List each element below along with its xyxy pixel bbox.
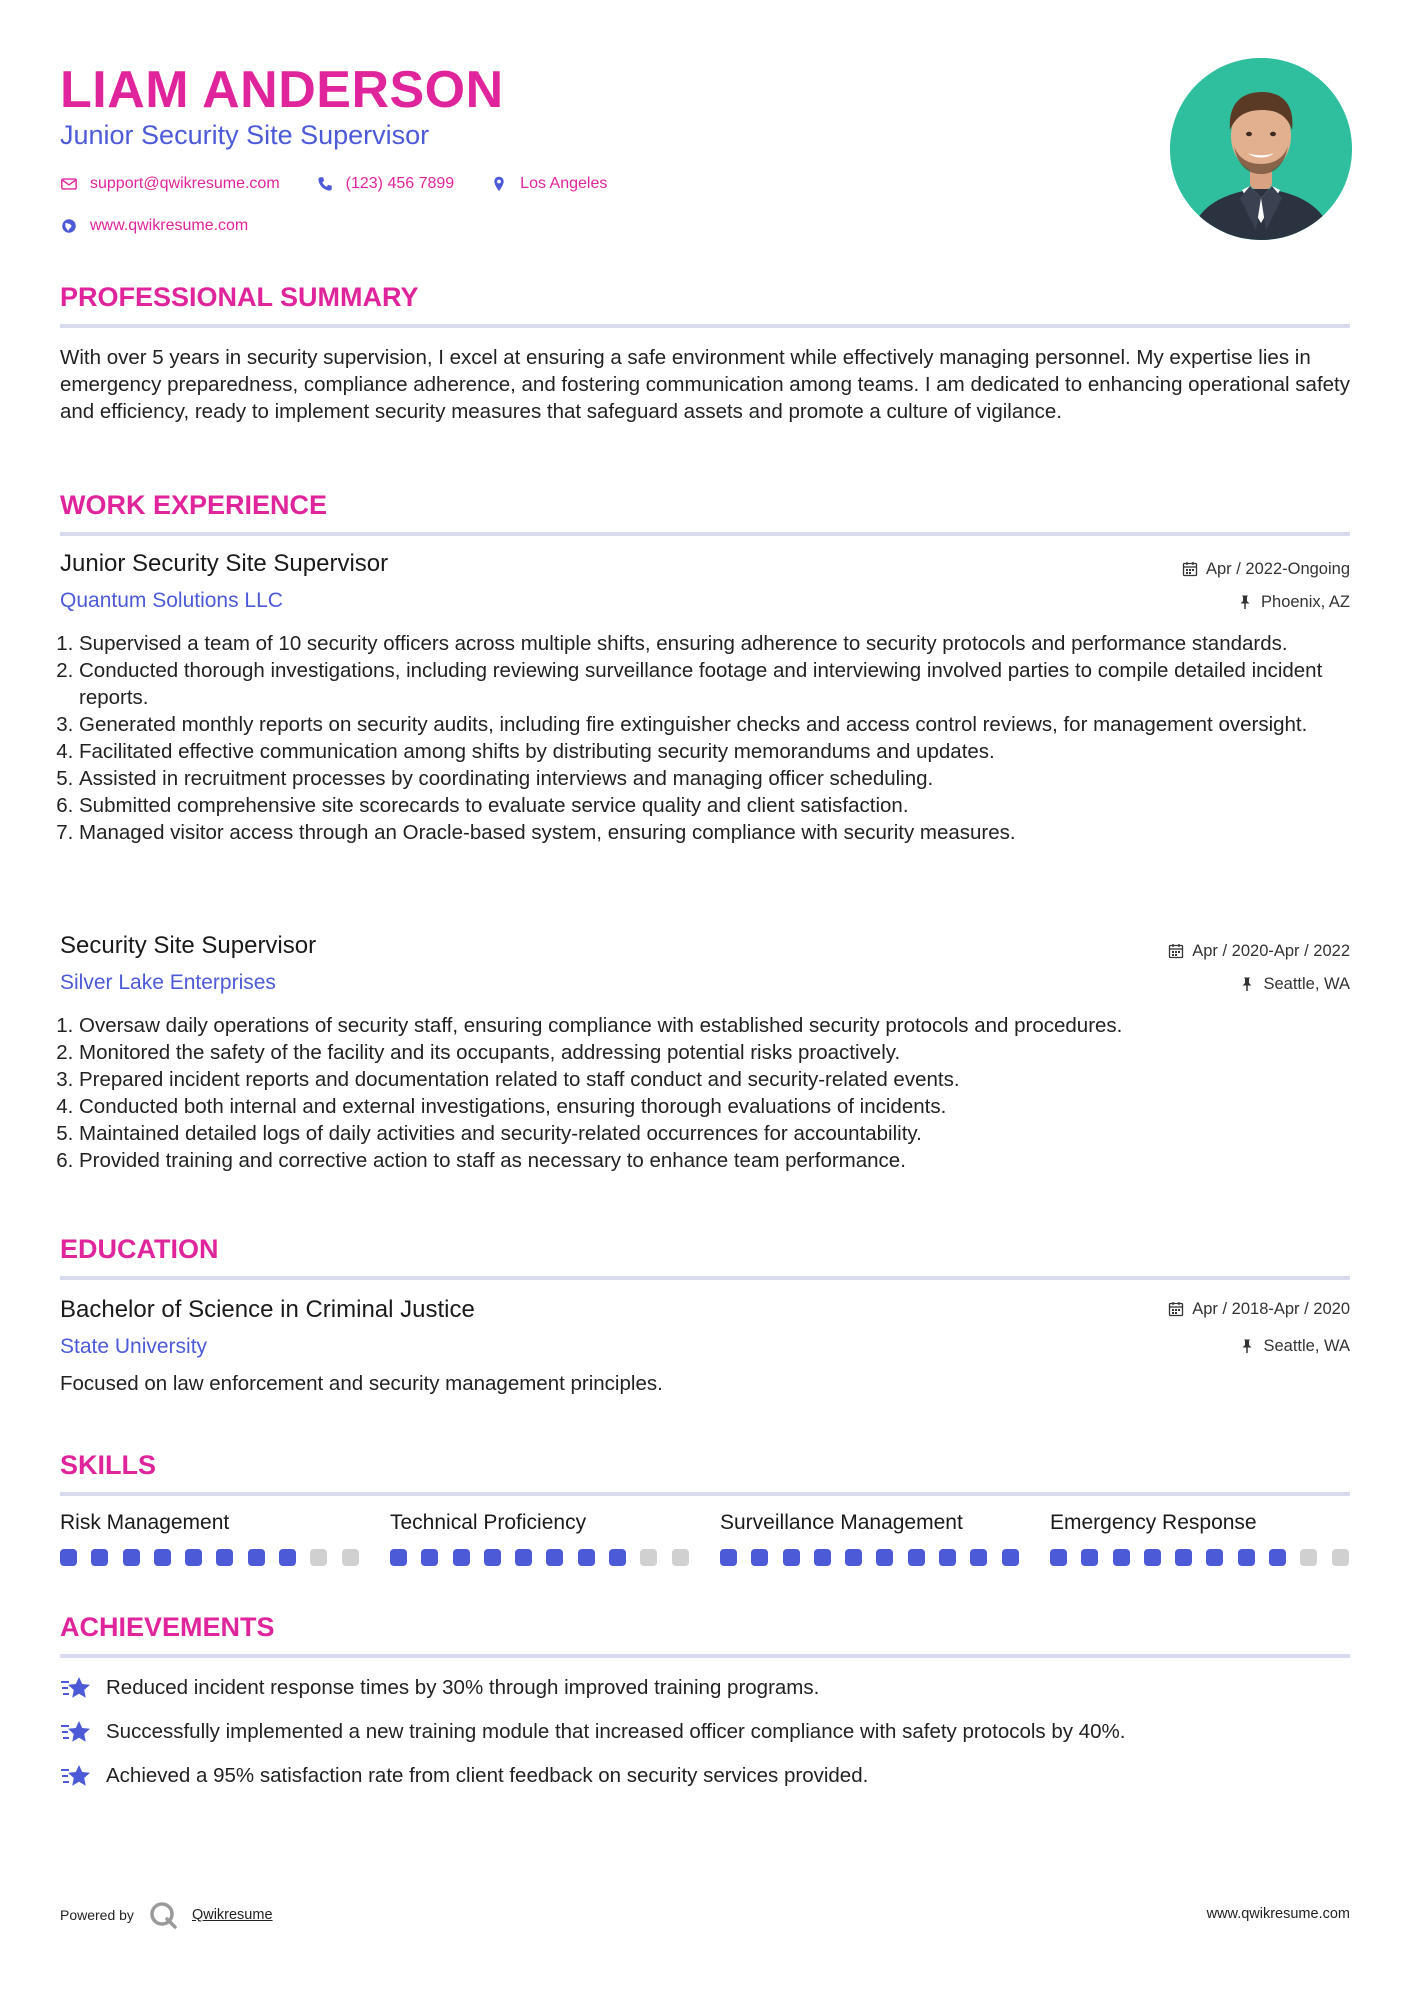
calendar-icon	[1168, 943, 1184, 959]
company-name: Silver Lake Enterprises	[60, 971, 276, 994]
skill-name: Risk Management	[60, 1511, 230, 1534]
list-item: 4. Conducted both internal and external investigations, ensuring thorough evaluations of incidents.	[79, 1093, 1369, 1120]
skill-name: Surveillance Management	[720, 1511, 963, 1534]
powered-by-label: Powered by	[60, 1907, 134, 1923]
achievement-item	[60, 1718, 1125, 1745]
skill-dot-filled	[1050, 1549, 1067, 1566]
job-bullets	[60, 1012, 1369, 1174]
skill-dot-filled	[515, 1549, 532, 1566]
skill-dot-filled	[60, 1549, 77, 1566]
skill-dot-empty	[1332, 1549, 1349, 1566]
star-icon	[60, 1675, 92, 1701]
skill-dot-filled	[1206, 1549, 1223, 1566]
brand-link[interactable]: Qwikresume	[191, 1907, 273, 1923]
job-date-text: Apr / 2020-Apr / 2022	[1192, 942, 1350, 960]
summary-text: With over 5 years in security supervision, I excel at ensuring a safe environment while effectively managing personnel. My expertise lies in emergency preparedness, compliance adherence, and fostering communication among teams. I am dedicated to enhancing operational safety and efficiency, ready to implement security measures that safeguard assets and promote a culture of vigilance.	[60, 346, 1350, 423]
contact-website[interactable]	[60, 215, 248, 237]
skill-dot-filled	[908, 1549, 925, 1566]
list-item: 5. Assisted in recruitment processes by coordinating interviews and managing officer scheduling.	[79, 765, 1369, 792]
skill-dot-filled	[279, 1549, 296, 1566]
achievement-text: Reduced incident response times by 30% through improved training programs.	[106, 1676, 820, 1699]
pushpin-icon	[1237, 594, 1253, 610]
pushpin-icon	[1239, 976, 1255, 992]
degree-title: Bachelor of Science in Criminal Justice	[60, 1296, 475, 1323]
skill-dot-filled	[216, 1549, 233, 1566]
job-date	[1168, 940, 1350, 962]
list-item: 3. Prepared incident reports and documentation related to staff conduct and security-related events.	[79, 1066, 1369, 1093]
list-item: 1. Oversaw daily operations of security staff, ensuring compliance with established security protocols and procedures.	[79, 1012, 1369, 1039]
company-name: Quantum Solutions LLC	[60, 589, 283, 612]
skill-dot-filled	[751, 1549, 768, 1566]
section-title-skills: SKILLS	[60, 1448, 1350, 1496]
skill-item	[1050, 1509, 1350, 1566]
education-description: Focused on law enforcement and security management principles.	[60, 1372, 663, 1395]
skill-dot-filled	[845, 1549, 862, 1566]
skill-dot-filled	[484, 1549, 501, 1566]
skill-dot-filled	[453, 1549, 470, 1566]
skill-dot-empty	[1300, 1549, 1317, 1566]
profile-photo	[1170, 58, 1352, 240]
skill-dot-filled	[814, 1549, 831, 1566]
list-item: 4. Facilitated effective communication among shifts by distributing security memorandums and updates.	[79, 738, 1369, 765]
skill-dot-filled	[1238, 1549, 1255, 1566]
list-item: 2. Conducted thorough investigations, including reviewing surveillance footage and interviewing involved parties to compile detailed incident reports.	[79, 657, 1369, 711]
job-location-text: Seattle, WA	[1263, 975, 1350, 993]
skill-dot-filled	[421, 1549, 438, 1566]
skill-dot-empty	[640, 1549, 657, 1566]
education-location	[1239, 1335, 1350, 1357]
contact-email[interactable]	[60, 173, 280, 195]
skill-dot-filled	[91, 1549, 108, 1566]
skill-name: Emergency Response	[1050, 1511, 1257, 1534]
footer-website[interactable]: www.qwikresume.com	[1206, 1906, 1350, 1922]
job-date	[1182, 558, 1350, 580]
contact-phone[interactable]	[316, 173, 455, 195]
qwikresume-logo-icon	[148, 1900, 178, 1930]
location-text: Los Angeles	[520, 175, 608, 192]
section-title-achievements: ACHIEVEMENTS	[60, 1610, 1350, 1658]
achievement-text: Successfully implemented a new training module that increased officer compliance with safety protocols by 40%.	[106, 1720, 1126, 1743]
candidate-role: Junior Security Site Supervisor	[60, 120, 430, 150]
phone-icon	[316, 175, 334, 193]
skill-dot-filled	[1269, 1549, 1286, 1566]
job-date-text: Apr / 2022-Ongoing	[1205, 560, 1350, 578]
contact-row-website	[60, 215, 270, 237]
education-date	[1168, 1298, 1350, 1320]
website-text: www.qwikresume.com	[90, 217, 249, 234]
job-location	[1239, 973, 1350, 995]
job-bullets	[60, 630, 1369, 846]
list-item: 1. Supervised a team of 10 security officers across multiple shifts, ensuring adherence to security protocols and performance standards.	[79, 630, 1369, 657]
section-title-education: EDUCATION	[60, 1232, 1350, 1280]
phone-text: (123) 456 7899	[345, 175, 455, 192]
skill-dot-filled	[876, 1549, 893, 1566]
skill-level	[720, 1549, 1020, 1566]
contact-location	[490, 173, 607, 195]
achievement-item	[60, 1762, 868, 1789]
calendar-icon	[1168, 1301, 1184, 1317]
envelope-icon	[60, 175, 78, 193]
job-title: Security Site Supervisor	[60, 932, 317, 959]
skill-item	[60, 1509, 360, 1566]
skill-level	[1050, 1549, 1350, 1566]
skill-dot-filled	[123, 1549, 140, 1566]
skill-dot-filled	[154, 1549, 171, 1566]
skill-item	[720, 1509, 1020, 1566]
education-location-text: Seattle, WA	[1263, 1337, 1350, 1355]
skill-dot-empty	[672, 1549, 689, 1566]
skill-dot-filled	[546, 1549, 563, 1566]
email-text: support@qwikresume.com	[90, 175, 280, 192]
achievement-item	[60, 1674, 819, 1701]
list-item: 5. Maintained detailed logs of daily activities and security-related occurrences for accountability.	[79, 1120, 1369, 1147]
pushpin-icon	[1239, 1338, 1255, 1354]
achievement-text: Achieved a 95% satisfaction rate from client feedback on security services provided.	[106, 1764, 869, 1787]
skill-dot-filled	[1175, 1549, 1192, 1566]
map-pin-icon	[490, 175, 508, 193]
school-name: State University	[60, 1335, 208, 1358]
list-item: 6. Provided training and corrective action to staff as necessary to enhance team performance.	[79, 1147, 1369, 1174]
skill-dot-filled	[185, 1549, 202, 1566]
section-title-experience: WORK EXPERIENCE	[60, 488, 1350, 536]
skill-dot-filled	[578, 1549, 595, 1566]
skill-dot-filled	[248, 1549, 265, 1566]
footer-powered-by	[60, 1900, 273, 1930]
calendar-icon	[1182, 561, 1198, 577]
list-item: 3. Generated monthly reports on security audits, including fire extinguisher checks and access control reviews, for management oversight.	[79, 711, 1369, 738]
skill-dot-empty	[342, 1549, 359, 1566]
skill-dot-filled	[1144, 1549, 1161, 1566]
skill-item	[390, 1509, 690, 1566]
skill-dot-filled	[1113, 1549, 1130, 1566]
globe-icon	[60, 217, 78, 235]
skill-dot-filled	[970, 1549, 987, 1566]
skill-dot-empty	[310, 1549, 327, 1566]
skill-dot-filled	[1002, 1549, 1019, 1566]
job-title: Junior Security Site Supervisor	[60, 550, 389, 577]
skill-name: Technical Proficiency	[390, 1511, 587, 1534]
skill-dot-filled	[783, 1549, 800, 1566]
skill-dot-filled	[1081, 1549, 1098, 1566]
candidate-name: LIAM ANDERSON	[60, 61, 504, 119]
skill-dot-filled	[939, 1549, 956, 1566]
list-item: 7. Managed visitor access through an Oracle-based system, ensuring compliance with security measures.	[79, 819, 1369, 846]
star-icon	[60, 1763, 92, 1789]
list-item: 2. Monitored the safety of the facility and its occupants, addressing potential risks proactively.	[79, 1039, 1369, 1066]
list-item: 6. Submitted comprehensive site scorecards to evaluate service quality and client satisfaction.	[79, 792, 1369, 819]
education-date-text: Apr / 2018-Apr / 2020	[1192, 1300, 1350, 1318]
avatar-illustration	[1170, 58, 1352, 240]
star-icon	[60, 1719, 92, 1745]
job-location-text: Phoenix, AZ	[1261, 593, 1350, 611]
skill-dot-filled	[720, 1549, 737, 1566]
contact-row	[60, 173, 629, 195]
skill-level	[60, 1549, 360, 1566]
skill-dot-filled	[609, 1549, 626, 1566]
job-location	[1237, 591, 1350, 613]
skill-level	[390, 1549, 690, 1566]
section-title-summary: PROFESSIONAL SUMMARY	[60, 280, 1350, 328]
skill-dot-filled	[390, 1549, 407, 1566]
